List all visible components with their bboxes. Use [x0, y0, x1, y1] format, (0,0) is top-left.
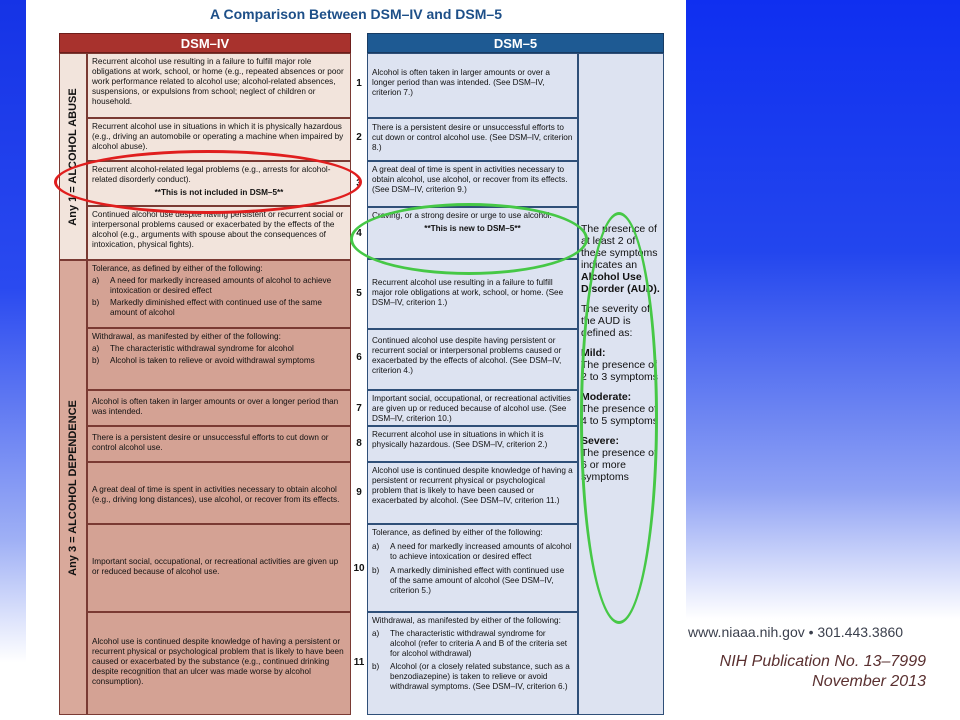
severe-label: Severe: — [581, 435, 619, 447]
tolerance-a: A need for markedly increased amounts of alcohol to achieve intoxication or desired effect — [110, 276, 332, 295]
dsm5-tolerance-a: A need for markedly increased amounts of alcohol to achieve intoxication or desired effect — [390, 542, 572, 561]
dsm4-criterion-1: Recurrent alcohol use resulting in a failure to fulfill major role obligations at work, school, or home (e.g., repeated absences or poor work performance related to alcohol use; alcohol-related absences, suspensions, or expulsions from school; neglect of children or household. — [87, 53, 351, 118]
key-b: b) — [92, 356, 100, 365]
number-7: 7 — [356, 403, 362, 414]
dsm5-criterion-6: Continued alcohol use despite having persistent or recurrent social or interpersonal problems caused or exacerbated by the effects of alcohol. (See DSM–IV, criterion 4.) — [367, 329, 578, 390]
key-a: a) — [372, 542, 380, 551]
key-a: a) — [92, 344, 100, 353]
dsm5-tolerance-b: A markedly diminished effect with continued use of the same amount of alcohol (See DSM–IV, criterion 5.) — [390, 566, 565, 595]
footer-publication — [688, 652, 926, 692]
moderate-text: The presence of 4 to 5 symptoms — [581, 403, 659, 427]
withdrawal-intro: Withdrawal, as manifested by either of the following: — [92, 332, 281, 341]
footer-url: www.niaaa.nih.gov • 301.443.3860 — [688, 624, 904, 640]
tolerance-b: Markedly diminished effect with continued use of the same amount of alcohol — [110, 298, 322, 317]
dsm5-tolerance-intro: Tolerance, as defined by either of the following: — [372, 528, 543, 537]
dsm5-criterion-1: Alcohol is often taken in larger amounts or over a longer period than was intended. (See DSM–IV, criterion 7.) — [367, 53, 578, 118]
dsm5-withdrawal-b: Alcohol (or a closely related substance, such as a benzodiazepine) is taken to relieve or avoid withdrawal symptoms. (See DSM–IV, criterion 6.) — [390, 662, 570, 691]
mild-text: The presence of 2 to 3 symptoms — [581, 359, 659, 383]
dsm5-criterion-9: Alcohol use is continued despite knowledge of having a persistent or recurrent physical or psychological problem that is likely to have been caused or exacerbated by alcohol. (See DSM–IV, criterion 11.) — [367, 462, 578, 524]
dependence-label: Any 3 = ALCOHOL DEPENDENCE — [67, 399, 79, 576]
moderate-label: Moderate: — [581, 391, 632, 403]
number-10: 10 — [353, 563, 365, 574]
dsm4-criterion-11: Alcohol use is continued despite knowledge of having a persistent or recurrent physical or psychological problem that is likely to have been caused or exacerbated by the substance (e.g., continued drinking despite recognition that an ulcer was made worse by alcohol consumption). — [87, 612, 351, 715]
dsm4-criterion-9: A great deal of time is spent in activities necessary to obtain alcohol (e.g., driving long distances), use alcohol, or recover from its effects. — [87, 462, 351, 524]
severity-text: The severity of the AUD is defined as: — [581, 303, 650, 339]
dsm5-criterion-5: Recurrent alcohol use resulting in a failure to fulfill major role obligations at work, school, or home. (See DSM–IV, criterion 1.) — [367, 259, 578, 329]
not-included-note: **This is not included in DSM–5** — [154, 188, 284, 197]
mild-label: Mild: — [581, 347, 606, 359]
key-b: b) — [372, 566, 380, 575]
dsm4-header: DSM–IV — [59, 33, 351, 53]
dsm5-criterion-10 — [367, 524, 578, 612]
dsm4-criterion-8: There is a persistent desire or unsuccessful efforts to cut down or control alcohol use. — [87, 426, 351, 462]
number-8: 8 — [356, 438, 362, 449]
slide-background — [686, 0, 960, 720]
green-annotation-oval-criterion — [350, 203, 588, 275]
tolerance-intro: Tolerance, as defined by either of the following: — [92, 264, 263, 273]
number-6: 6 — [356, 352, 362, 363]
withdrawal-a: The characteristic withdrawal syndrome for alcohol — [110, 344, 294, 353]
dsm5-criterion-11 — [367, 612, 578, 715]
number-11: 11 — [353, 657, 365, 668]
dsm4-criterion-3-text: Recurrent alcohol-related legal problems (e.g., arrests for alcohol-related disorderly conduct). — [92, 165, 331, 184]
aud-text: Alcohol Use Disorder (AUD). — [581, 271, 660, 295]
dsm4-criterion-2: Recurrent alcohol use in situations in which it is physically hazardous (e.g., driving an automobile or operating a machine when impaired by alcohol abuse). — [87, 118, 351, 161]
number-9: 9 — [356, 487, 362, 498]
publication-number: NIH Publication No. 13–7999 — [719, 653, 926, 670]
dsm4-tolerance — [87, 260, 351, 328]
abuse-label: Any 1 = ALCOHOL ABUSE — [67, 87, 79, 226]
key-b: b) — [92, 298, 100, 307]
document-title: A Comparison Between DSM–IV and DSM–5 — [210, 6, 502, 22]
green-annotation-oval-summary — [580, 212, 658, 624]
dsm5-header: DSM–5 — [367, 33, 664, 53]
dsm4-withdrawal — [87, 328, 351, 390]
dsm5-withdrawal-intro: Withdrawal, as manifested by either of the following: — [372, 616, 561, 625]
key-a: a) — [372, 629, 380, 638]
dsm5-criterion-8: Recurrent alcohol use in situations in which it is physically hazardous. (See DSM–IV, criterion 2.) — [367, 426, 578, 462]
dsm5-criterion-2: There is a persistent desire or unsuccessful efforts to cut down or control alcohol use. (See DSM–IV, criterion 8.) — [367, 118, 578, 161]
red-annotation-oval — [54, 150, 362, 214]
dsm5-withdrawal-a: The characteristic withdrawal syndrome for alcohol (refer to criteria A and B of the criteria set for alcohol withdrawal) — [390, 629, 568, 658]
severe-text: The presence of 6 or more symptoms — [581, 447, 657, 483]
dsm4-criterion-4: Continued alcohol use despite having persistent or recurrent social or interpersonal problems caused or exacerbated by the effects of the alcohol (e.g., arguments with spouse about the consequences of intoxication, physical fights). — [87, 206, 351, 260]
presence-text: The presence of at least 2 of these symptoms indicates an — [581, 223, 658, 271]
number-4: 4 — [356, 228, 362, 239]
dsm5-criterion-7: Important social, occupational, or recreational activities are given up or reduced because of alcohol use. (See DSM–IV, criterion 10.) — [367, 390, 578, 426]
withdrawal-b: Alcohol is taken to relieve or avoid withdrawal symptoms — [110, 356, 315, 365]
key-a: a) — [92, 276, 100, 285]
number-2: 2 — [356, 132, 362, 143]
dependence-side-label — [59, 260, 87, 715]
dsm5-criterion-4-text: Craving, or a strong desire or urge to use alcohol. — [372, 211, 552, 220]
abuse-side-label — [59, 53, 87, 260]
publication-date: November 2013 — [812, 673, 926, 690]
number-5: 5 — [356, 288, 362, 299]
dsm5-criterion-3: A great deal of time is spent in activities necessary to obtain alcohol, use alcohol, or recover from its effects. (See DSM–IV, criterion 9.) — [367, 161, 578, 207]
new-to-dsm5-note: **This is new to DSM–5** — [424, 224, 521, 233]
dsm4-criterion-10: Important social, occupational, or recreational activities are given up or reduced because of alcohol use. — [87, 524, 351, 612]
key-b: b) — [372, 662, 380, 671]
dsm4-criterion-7: Alcohol is often taken in larger amounts or over a longer period than was intended. — [87, 390, 351, 426]
number-1: 1 — [356, 78, 362, 89]
number-3: 3 — [356, 178, 362, 189]
